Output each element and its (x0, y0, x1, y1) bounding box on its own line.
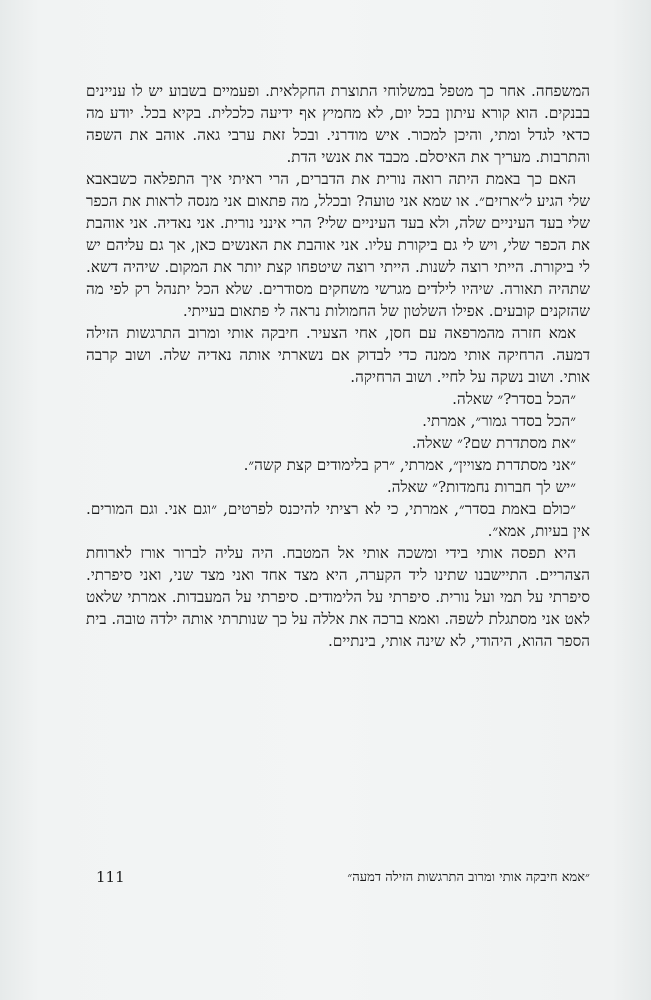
dialogue-line-6: ״כולם באמת בסדר״, אמרתי, כי לא רציתי להיכנס לפרטים, ״וגם אני. וגם המורים. אין בעיות, אמא״. (86, 500, 590, 540)
paragraph-1: המשפחה. אחר כך מטפל במשלוחי התוצרת החקלאית. ופעמיים בשבוע יש לו עניינים בבנקים. הוא קורא עיתון בכל יום, לא מחמיץ אף ידיעה כלכלית. בקיא בכל. יודע מה כדאי לגדל ומתי, והיכן למכור. איש מודרני. ובכל זאת ערבי גאה. אוהב את השפה והתרבות. מעריך את האיסלם. מכבד את אנשי הדת. (86, 82, 590, 166)
paragraph-2: האם כך באמת היתה רואה נורית את הדברים, הרי ראיתי איך התפלאה כשבאבא שלי הגיע ל״ארזים״. או שמא אני טועה? ובכלל, מה פתאום אני מנסה לראות את הכפר שלי בעד העיניים שלה, ולא בעד העיניים שלי? הרי אינני נורית. אני נאדיה. אני אוהבת את הכפר שלי, ויש לי גם ביקורת עליו. אני אוהבת את האנשים כאן, אך גם עליהם יש לי ביקורת. הייתי רוצה לשנות. הייתי רוצה שיטפחו קצת יותר את המקום. שיהיה דשא. שתהיה תאורה. שיהיו לילדים מגרשי משחקים מסודרים. שלא הכל יתנהל רק לפי מה שהזקנים קובעים. אפילו השלטון של החמולות נראה לי פתאום בעייתי. (86, 170, 590, 320)
page-number: 111 (96, 868, 125, 886)
dialogue-line-1: ״הכל בסדר?״ שאלה. (452, 390, 576, 408)
running-footer-quote: ״אמא חיבקה אותי ומרוב התרגשות הזילה דמעה״ (347, 870, 590, 885)
body-text (86, 80, 590, 652)
paragraph-4: היא תפסה אותי בידי ומשכה אותי אל המטבח. היה עליה לברור אורז לארוחת הצהריים. התיישבנו שתינו ליד הקערה, היא מצד אחד ואני מצד שני, ואני סיפרתי. סיפרתי על תמי ועל נורית. סיפרתי על הלימודים. סיפרתי על המעבדות. אמרתי שלאט לאט אני מסתגלת לשפה. ואמא ברכה את אללה על כך שנותרתי אותה ילדה טובה. בית הספר ההוא, היהודי, לא שינה אותי, בינתיים. (86, 544, 590, 650)
dialogue-line-2: ״הכל בסדר גמור״, אמרתי. (422, 412, 576, 430)
dialogue-line-3: ״את מסתדרת שם?״ שאלה. (411, 434, 576, 452)
paragraph-3: אמא חזרה מהמרפאה עם חסן, אחי הצעיר. חיבקה אותי ומרוב התרגשות הזילה דמעה. הרחיקה אותי ממנה כדי לבדוק אם נשארתי אותה נאדיה שלה. ושוב קרבה אותי. ושוב נשקה על לחיי. ושוב הרחיקה. (86, 324, 590, 386)
page-footer (86, 868, 590, 892)
dialogue-line-5: ״יש לך חברות נחמדות?״ שאלה. (386, 478, 576, 496)
dialogue-line-4: ״אני מסתדרת מצויין״, אמרתי, ״רק בלימודים קצת קשה״. (243, 456, 576, 474)
